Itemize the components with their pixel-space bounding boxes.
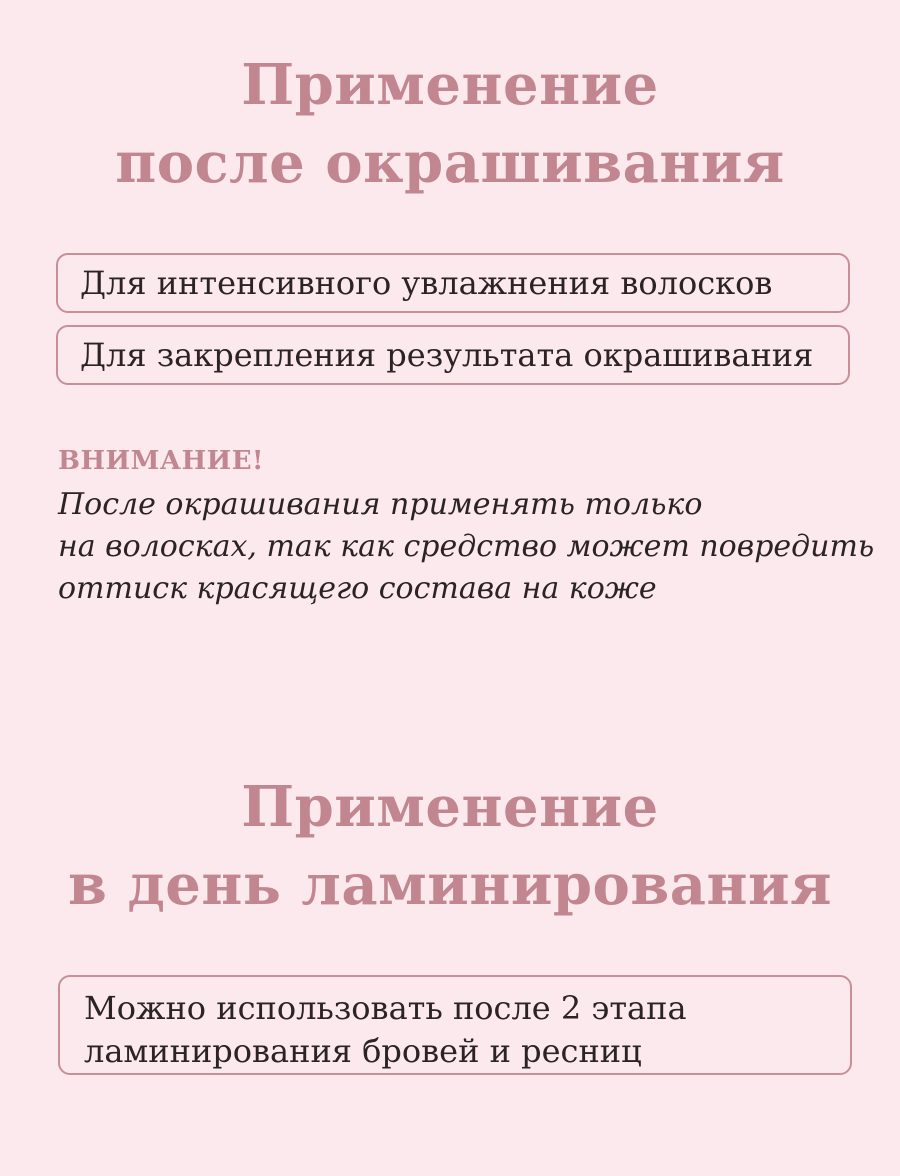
attention-text	[58, 484, 874, 610]
benefit-item-label: Для интенсивного увлажнения волосков	[80, 264, 773, 302]
section-heading-lamination-day	[0, 768, 900, 924]
heading-line: Применение	[241, 774, 659, 840]
lamination-note	[58, 975, 852, 1075]
attention-line: оттиск красящего состава на коже	[58, 571, 657, 606]
heading-line: после окрашивания	[115, 130, 785, 196]
lamination-note-line: Можно использовать после 2 этапа	[84, 989, 687, 1027]
section-heading-after-coloring	[0, 46, 900, 202]
attention-line: После окрашивания применять только	[58, 487, 703, 522]
benefit-item-moisturizing	[56, 253, 850, 313]
heading-line: Применение	[241, 52, 659, 118]
benefit-item-label: Для закрепления результата окрашивания	[80, 336, 814, 374]
lamination-note-line: ламинирования бровей и ресниц	[84, 1032, 642, 1070]
benefit-item-fixing-result	[56, 325, 850, 385]
attention-title: ВНИМАНИЕ!	[58, 446, 264, 476]
attention-line: на волосках, так как средство может повредить	[58, 529, 875, 564]
heading-line: в день ламинирования	[68, 852, 832, 918]
